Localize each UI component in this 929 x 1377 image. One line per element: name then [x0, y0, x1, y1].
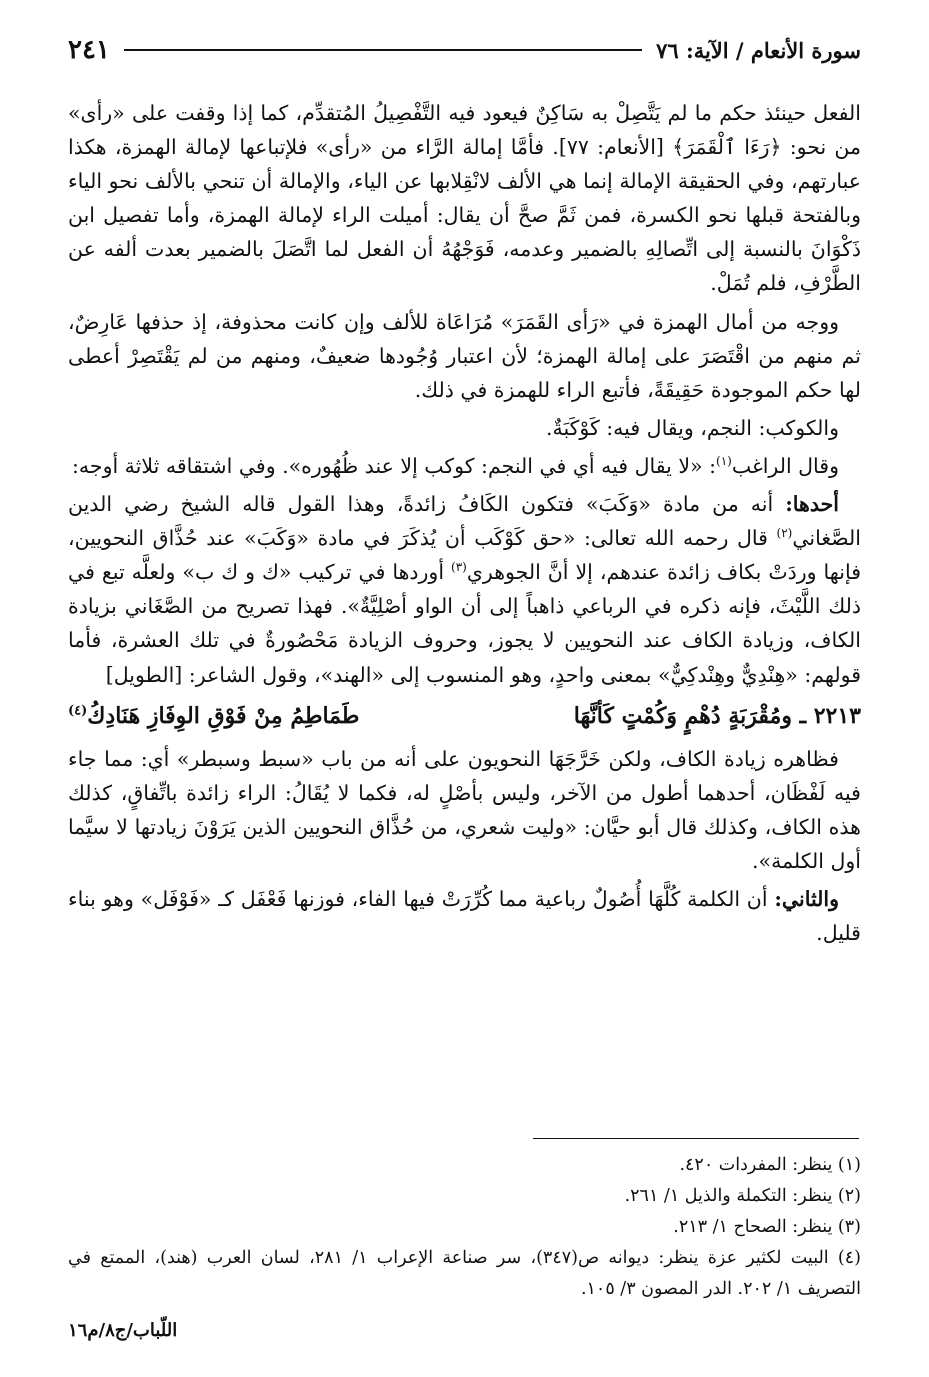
text-run: : «لا يقال فيه أي في النجم: كوكب إلا عند ظُهُوره». وفي اشتقاقه ثلاثة أوجه:	[72, 453, 717, 478]
paragraph	[68, 487, 861, 692]
footnote-ref[interactable]: (٣)	[451, 560, 467, 575]
footnote: (٤) البيت لكثير عزة ينظر: ديوانه ص(٣٤٧)، سر صناعة الإعراب ١/ ٢٨١، لسان العرب (هند)، الممتع في التصريف ١/ ٢٠٢. الدر المصون ٣/ ١٠٥.	[68, 1248, 861, 1299]
footnote-separator	[533, 1138, 859, 1139]
footnote-ref[interactable]: (٤)	[68, 703, 88, 719]
text-run: أوردها في تركيب «ك و ك ب» ولعلَّه تبع في ذلك اللَّيْثَ، فإنه ذكره في الرباعي ذاهباً إلى أن الواو أصْلِيَّةٌ». فهذا تصريح من الصَّغَاني بزيادة الكاف، وزيادة الكاف عند النحويين لا يجوز، وحروف الزيادة مَحْصُورةٌ في تلك العشرة، فأما قولهم: «هِنْدِيٌّ وهِنْدكِيٌّ» بمعنى واحدٍ، وهو المنسوب إلى «الهند»، وقول الشاعر: [الطويل]	[68, 560, 861, 687]
footnote: (١) ينظر: المفردات ٤٢٠.	[679, 1155, 861, 1175]
verse-second-hemistich	[68, 696, 359, 736]
poetry-verse	[68, 696, 861, 736]
page-number: ٢٤١	[68, 35, 110, 65]
verse-text: ومُقْرَبَةٍ دُهْمٍ وَكُمْتٍ كَأنَّهَا	[573, 702, 792, 729]
footnote-ref[interactable]: (٢)	[776, 526, 793, 541]
footnote: (٢) ينظر: التكملة والذيل ١/ ٢٦١.	[624, 1186, 861, 1206]
text-run: قال رحمه الله تعالى: «حق كَوْكَب أن يُذكَرَ في مادة «وَكَبَ» عند حُذَّاق النحويين، فإنها وردَتْ بكاف زائدة عندهم، إلا أنَّ الجوهري	[68, 526, 861, 585]
verse-text: طَمَاطِمُ مِنْ فَوْقِ الوِفَازِ هَنَادِكُ	[87, 702, 360, 729]
signature-mark: اللّباب/ج٨/م١٦	[68, 1320, 178, 1341]
point-label: أحدها:	[785, 492, 839, 517]
paragraph: فظاهره زيادة الكاف، ولكن خَرَّجَهَا النحويون على أنه من باب «سبط وسبطر» أي: مما جاء فيه لَفْظَان، أحدهما أطول من الآخر، وليس بأصْلٍ له، فكما لا يُقَالُ: الراء زائدة باتِّفاقٍ، كذلك هذه الكاف، وكذلك قال أبو حيَّان: «وليت شعري، من حُذَّاق النحويين الذين يَرَوْنَ زيادتها لا سيَّما أول الكلمة».	[68, 746, 861, 873]
main-text	[68, 96, 861, 954]
text-run: وقال الراغب	[731, 453, 839, 478]
footnote-ref[interactable]: (١)	[716, 454, 732, 469]
verse-number: ٢٢١٣ ـ	[791, 702, 861, 729]
paragraph: والكوكب: النجم، ويقال فيه: كَوْكَبَةٌ.	[545, 415, 839, 440]
footnote: (٣) ينظر: الصحاح ١/ ٢١٣.	[673, 1217, 861, 1237]
footnotes	[68, 1150, 861, 1305]
running-header	[68, 30, 861, 70]
surah-title: سورة الأنعام / الآية: ٧٦	[656, 37, 861, 63]
paragraph	[68, 449, 861, 483]
paragraph: ووجه من أمال الهمزة في «رَأى القَمَرَ» مُرَاعَاة للألف وإن كانت محذوفة، إذ حذفها عَارِضٌ، ثم منهم من اقْتَصَرَ على إمالة الهمزة؛ لأن اعتبار وُجُودها ضعيفٌ، ومنهم من لم يَقْتَصِرْ أعطى لها حكم الموجودة حَقِيقَةً، فأتبع الراء للهمزة في ذلك.	[68, 309, 861, 402]
text-run: أنه من مادة «وَكَبَ» فتكون الكَافُ زائدةً، وهذا القول قاله الشيخ رضي الدين الصَّغاني	[68, 492, 861, 551]
point-label: والثاني:	[774, 886, 839, 911]
text-run: أن الكلمة كُلَّهَا أُصُولٌ رباعية مما كُرِّرَتْ فيها الفاء، فوزنها فَعْفَل كـ «فَوْفَل» وهو بناء قليل.	[68, 886, 861, 946]
header-rule	[124, 49, 642, 51]
paragraph: الفعل حينئذ حكم ما لم يَتَّصِلْ به سَاكِنٌ فيعود فيه التَّفْصِيلُ المُتقدِّم، كما إذا وقفت على «رأى» من نحو: ﴿رَءَا ٱلْقَمَرَ﴾ [الأنعام: ٧٧]. فأمَّا إمالة الرَّاء من «رأى» فلإتباعها لإمالة الهمزة، هكذا عبارتهم، وفي الحقيقة الإمالة إنما هي الألف لانْقِلابها عن الياء، والإمالة أن تنحي بالألف نحو الياء وبالفتحة قبلها نحو الكسرة، فمن ثَمَّ صحَّ أن يقال: أميلت الراء لإمالة الهمزة، وأما تفصيل ابن ذَكْوَانَ بالنسبة إلى اتِّصالِهِ بالضمير وعدمه، فَوَجْهُهُ أن الفعل لما اتَّصَلَ بالضمير بعدت ألفه عن الطَّرْفِ، فلم تُمَلْ.	[68, 101, 861, 296]
verse-first-hemistich	[574, 696, 861, 736]
paragraph	[68, 882, 861, 950]
